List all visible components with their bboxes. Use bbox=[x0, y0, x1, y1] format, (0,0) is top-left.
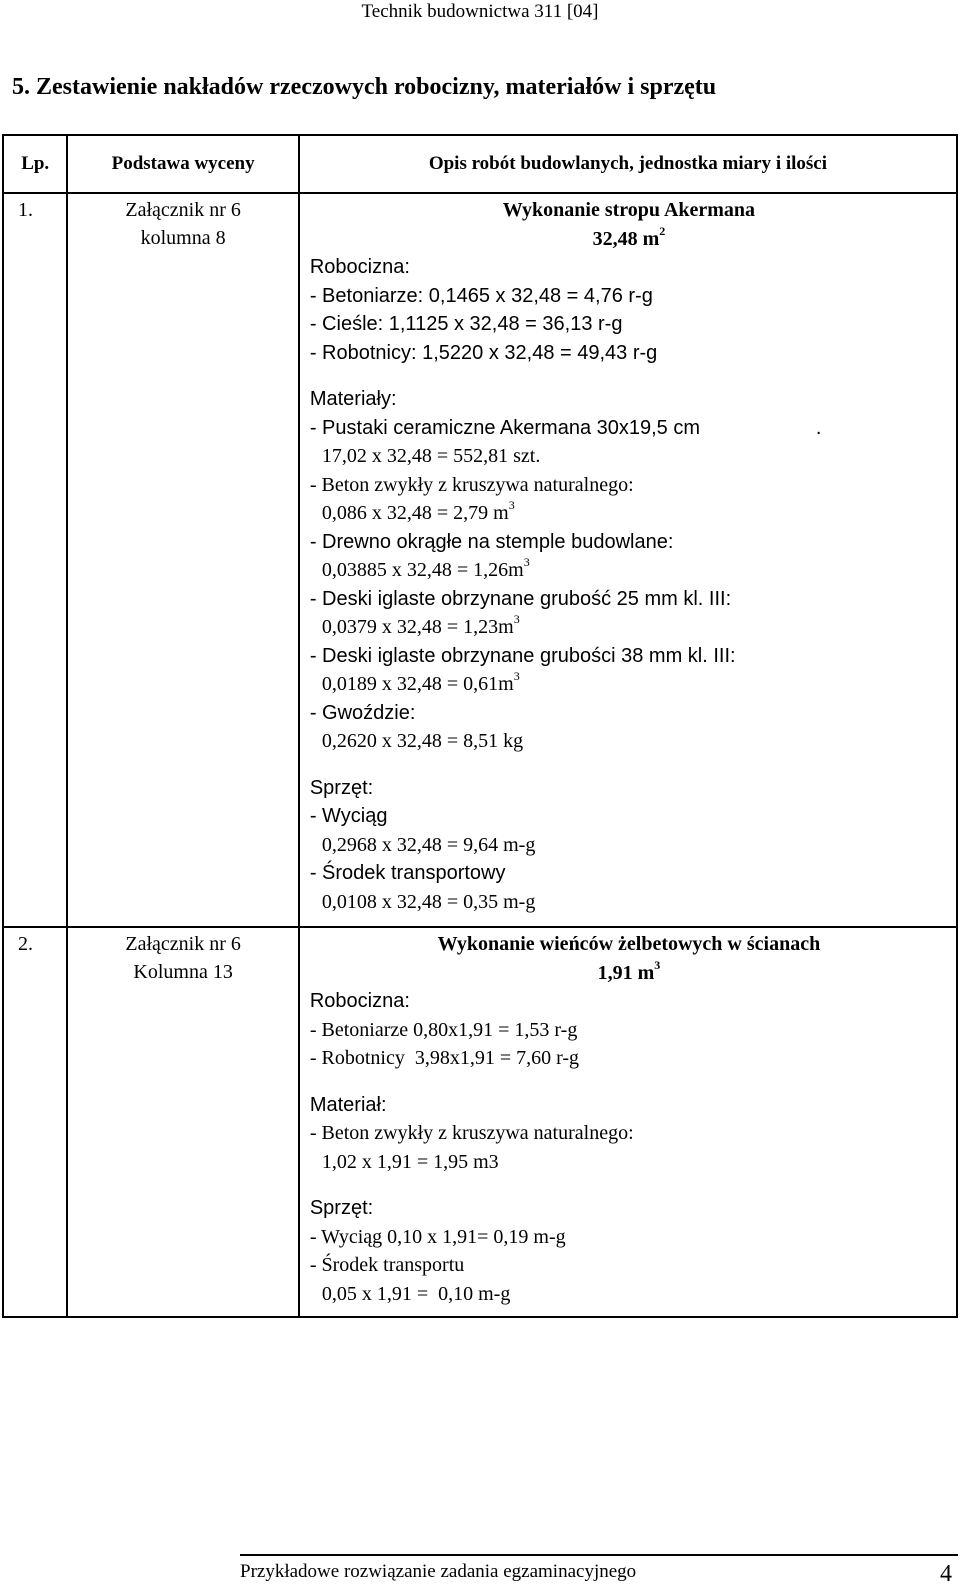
header-source: Podstawa wyceny bbox=[67, 135, 298, 193]
row-number: 1. bbox=[3, 193, 67, 927]
work-title: Wykonanie wieńców żelbetowych w ścianach bbox=[437, 933, 821, 955]
labor-item: - Betoniarze 0,80x1,91 = 1,53 r-g bbox=[309, 1018, 578, 1041]
labor-item: - Betoniarze: 0,1465 x 32,48 = 4,76 r-g bbox=[309, 284, 653, 307]
materials-heading: Materiał: bbox=[309, 1093, 387, 1116]
material-item: - Deski iglaste obrzynane grubości 38 mm kl. III: bbox=[309, 644, 736, 667]
material-calc: 0,086 x 32,48 = 2,79 $m^3$ bbox=[321, 498, 515, 524]
material-item: - Gwoździe: bbox=[309, 701, 416, 724]
row-description bbox=[299, 927, 957, 1317]
row-source bbox=[67, 927, 298, 1317]
header-lp: Lp. bbox=[3, 135, 67, 193]
material-calc: 0,0189 x $32,48 = 0,61m^3$ bbox=[321, 669, 520, 695]
equipment-calc: 0,0108 x 32,48 = 0,35 m-g bbox=[321, 890, 536, 913]
material-calc: 0,03885 x $32,48 = 1,26m^3$ bbox=[321, 555, 530, 581]
source-line: Załącznik nr 6 bbox=[125, 199, 241, 221]
cost-table bbox=[2, 134, 958, 1318]
material-item: - Beton zwykły z kruszywa naturalnego: bbox=[309, 1122, 634, 1144]
material-item: - Drewno okrągłe na stemple budowlane: bbox=[309, 530, 674, 553]
equipment-item: - Wyciąg bbox=[309, 805, 388, 827]
material-calc: 0,0379 x $32,48 = 1,23m^3$ bbox=[321, 612, 520, 638]
row-source bbox=[67, 193, 298, 927]
work-quantity: 1,91 $m^3$ bbox=[597, 957, 661, 984]
equipment-calc: 0,05 x 1,91 = 0,10 m-g bbox=[321, 1282, 511, 1305]
material-calc: 1,02 x 1,91 = 1,95 m3 bbox=[321, 1150, 499, 1173]
work-quantity: 32,48 $m^2$ bbox=[592, 223, 666, 250]
labor-heading: Robocizna: bbox=[309, 256, 410, 278]
table-header-row bbox=[3, 135, 957, 193]
labor-heading: Robocizna: bbox=[309, 990, 410, 1012]
page-number: 4 bbox=[940, 1561, 952, 1587]
material-item: - Beton zwykły z kruszywa naturalnego: bbox=[309, 473, 634, 496]
equipment-calc: 0,2968 x 32,48 = 9,64 m-g bbox=[321, 833, 536, 856]
material-item: - Pustaki ceramiczne Akermana 30x19,5 cm . bbox=[309, 416, 822, 439]
material-item: - Deski iglaste obrzynane grubość 25 mm kl. III: bbox=[309, 587, 732, 610]
labor-item: - Robotnicy: 1,5220 x 32,48 = 49,43 r-g bbox=[309, 341, 658, 364]
page-header: Technik budownictwa 311 [04] bbox=[361, 1, 599, 22]
page-footer bbox=[240, 1554, 958, 1588]
source-line: Kolumna 13 bbox=[133, 961, 233, 983]
row-description bbox=[299, 193, 957, 927]
source-line: Załącznik nr 6 bbox=[125, 933, 241, 955]
materials-heading: Materiały: bbox=[309, 388, 397, 410]
equipment-item: - Środek transportowy bbox=[309, 862, 506, 884]
row-number: 2. bbox=[3, 927, 67, 1317]
equipment-item: - Środek transportu bbox=[309, 1254, 465, 1276]
table-row bbox=[3, 193, 957, 927]
footer-text: Przykładowe rozwiązanie zadania egzaminacyjnego bbox=[240, 1561, 637, 1582]
section-title: 5. Zestawienie nakładów rzeczowych robocizny, materiałów i sprzętu bbox=[12, 74, 717, 100]
labor-item: - Cieśle: 1,1125 x 32,48 = 36,13 r-g bbox=[309, 313, 623, 335]
source-line: kolumna 8 bbox=[140, 227, 226, 249]
work-title: Wykonanie stropu Akermana bbox=[502, 199, 756, 221]
equipment-item: - Wyciąg 0,10 x 1,91= 0,19 m-g bbox=[309, 1225, 566, 1248]
equipment-heading: Sprzęt: bbox=[309, 1197, 374, 1219]
table-row bbox=[3, 927, 957, 1317]
labor-item: - Robotnicy 3,98x1,91 = 7,60 r-g bbox=[309, 1047, 580, 1069]
material-calc: 17,02 x 32,48 = 552,81 szt. bbox=[321, 445, 541, 467]
material-calc: 0,2620 x 32,48 = 8,51 kg bbox=[321, 730, 524, 752]
equipment-heading: Sprzęt: bbox=[309, 776, 374, 799]
header-description: Opis robót budowlanych, jednostka miary i ilości bbox=[299, 135, 957, 193]
